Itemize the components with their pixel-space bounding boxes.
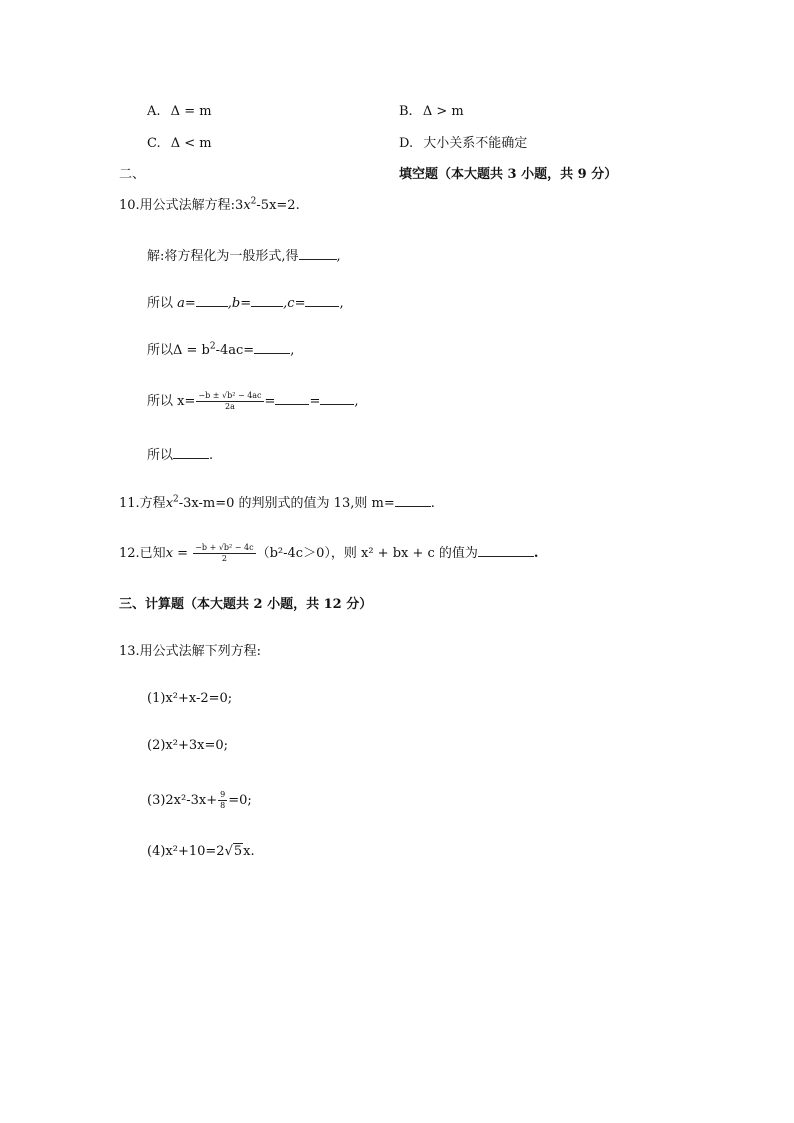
option-b-text: Δ > m — [422, 104, 464, 119]
q12-condition: （b²-4c＞0），则 x² + bx + c 的值为 — [256, 546, 478, 561]
quadratic-formula-fraction — [196, 391, 263, 412]
q10-step4 — [147, 390, 358, 412]
q12-fraction — [193, 543, 255, 564]
q10-step1-end: , — [336, 249, 341, 264]
q11-equation: -3x-m=0 的判别式的值为 13,则 m= — [178, 496, 395, 511]
q12-end: . — [533, 546, 539, 561]
q10-step4-prefix: 所以 x= — [147, 394, 196, 409]
q13-part4-prefix: (4)x²+10=2 — [147, 844, 225, 859]
fraction-denominator: 2 — [221, 554, 227, 563]
q10-step1-text: 解:将方程化为一般形式,得 — [147, 249, 299, 264]
answer-blank[interactable] — [320, 390, 354, 405]
option-c — [147, 135, 212, 153]
sqrt-radicand: 5 — [233, 844, 243, 859]
option-c-label: C. — [147, 136, 161, 151]
q12-prefix: 12.已知 — [119, 546, 166, 561]
q13-part2: (2)x²+3x=0; — [147, 738, 228, 753]
fraction-numerator: −b + √b² − 4c — [195, 543, 254, 552]
q11: 11.方程$x^2-3x-m=0$ 的判别式的值为 13,则 m= . — [119, 492, 435, 513]
q10-var-x: x — [243, 198, 251, 213]
q10-prompt-suffix: -5x=2. — [256, 198, 300, 213]
answer-blank[interactable] — [275, 390, 309, 405]
q11-prefix: 11.方程 — [119, 496, 166, 511]
section3-title: 三、计算题（本大题共 2 小题，共 12 分） — [119, 597, 373, 612]
q10-step3: 所以$\Delta = b^2-4ac=$ , — [147, 339, 294, 360]
q10-step2-prefix: 所以 — [147, 296, 178, 311]
fraction-denominator: 2a — [225, 402, 235, 411]
q12: 12.已知x = $\frac{\text{−b + √b² − 4c}}{2}$ （b²-4c＞0），则 x² + bx + c 的值为 . — [119, 543, 539, 563]
q10-prompt — [119, 197, 300, 215]
section2-number: 二、 — [119, 167, 146, 182]
answer-blank[interactable] — [395, 492, 431, 507]
answer-blank[interactable] — [173, 444, 209, 459]
answer-blank[interactable] — [196, 292, 228, 307]
option-d-label: D. — [399, 136, 414, 151]
fraction-denominator: 8 — [220, 801, 226, 810]
q13-part3-fraction — [218, 790, 227, 811]
equals-sign: = — [264, 394, 276, 409]
q13-part1: (1)x²+x-2=0; — [147, 691, 233, 706]
answer-blank[interactable] — [299, 245, 337, 260]
q10-step3-suffix: -4ac= — [215, 343, 255, 358]
option-a — [147, 103, 212, 121]
option-c-text: Δ < m — [170, 136, 212, 151]
q10-exponent: 2 — [250, 196, 257, 207]
equals-sign: = — [309, 394, 321, 409]
option-d-text: 大小关系不能确定 — [423, 136, 528, 151]
option-d — [399, 135, 527, 153]
q13-part3-prefix: (3)2x²-3x+ — [147, 793, 218, 808]
q10-step3-prefix: 所以Δ = b — [147, 343, 210, 358]
q10-step2-end: , — [339, 296, 344, 311]
q10-step2-a: a= — [177, 296, 196, 311]
option-a-text: Δ = m — [170, 104, 212, 119]
fraction-numerator: −b ± √b² − 4ac — [198, 391, 262, 400]
q11-end: . — [430, 496, 435, 511]
q10-step5-end: . — [209, 448, 214, 463]
option-a-label: A. — [147, 104, 161, 119]
option-b-label: B. — [399, 104, 413, 119]
q13-prompt: 13.用公式法解下列方程: — [119, 644, 262, 659]
option-b — [399, 103, 464, 121]
q13-part4-suffix: x. — [243, 844, 255, 859]
q10-step1 — [147, 245, 341, 266]
q10-step5 — [147, 444, 213, 465]
section2-title: 填空题（本大题共 3 小题，共 9 分） — [399, 167, 618, 182]
q10-step4-end: , — [354, 394, 359, 409]
q10-prompt-prefix: 10.用公式法解方程:3 — [119, 198, 244, 213]
q10-step2-b: ,b= — [227, 296, 252, 311]
answer-blank[interactable] — [251, 292, 283, 307]
q13-part3 — [147, 790, 252, 811]
q13-part4: (4)x²+10=2√5x. — [147, 844, 255, 859]
answer-blank[interactable] — [305, 292, 339, 307]
q10-step2-c: ,c= — [283, 296, 306, 311]
answer-blank[interactable] — [478, 542, 534, 557]
q10-step2 — [147, 292, 344, 313]
answer-blank[interactable] — [254, 339, 290, 354]
q10-step5-prefix: 所以 — [147, 448, 174, 463]
fraction-numerator: 9 — [220, 790, 226, 799]
q10-step3-end: , — [290, 343, 295, 358]
q13-part3-suffix: =0; — [228, 793, 252, 808]
